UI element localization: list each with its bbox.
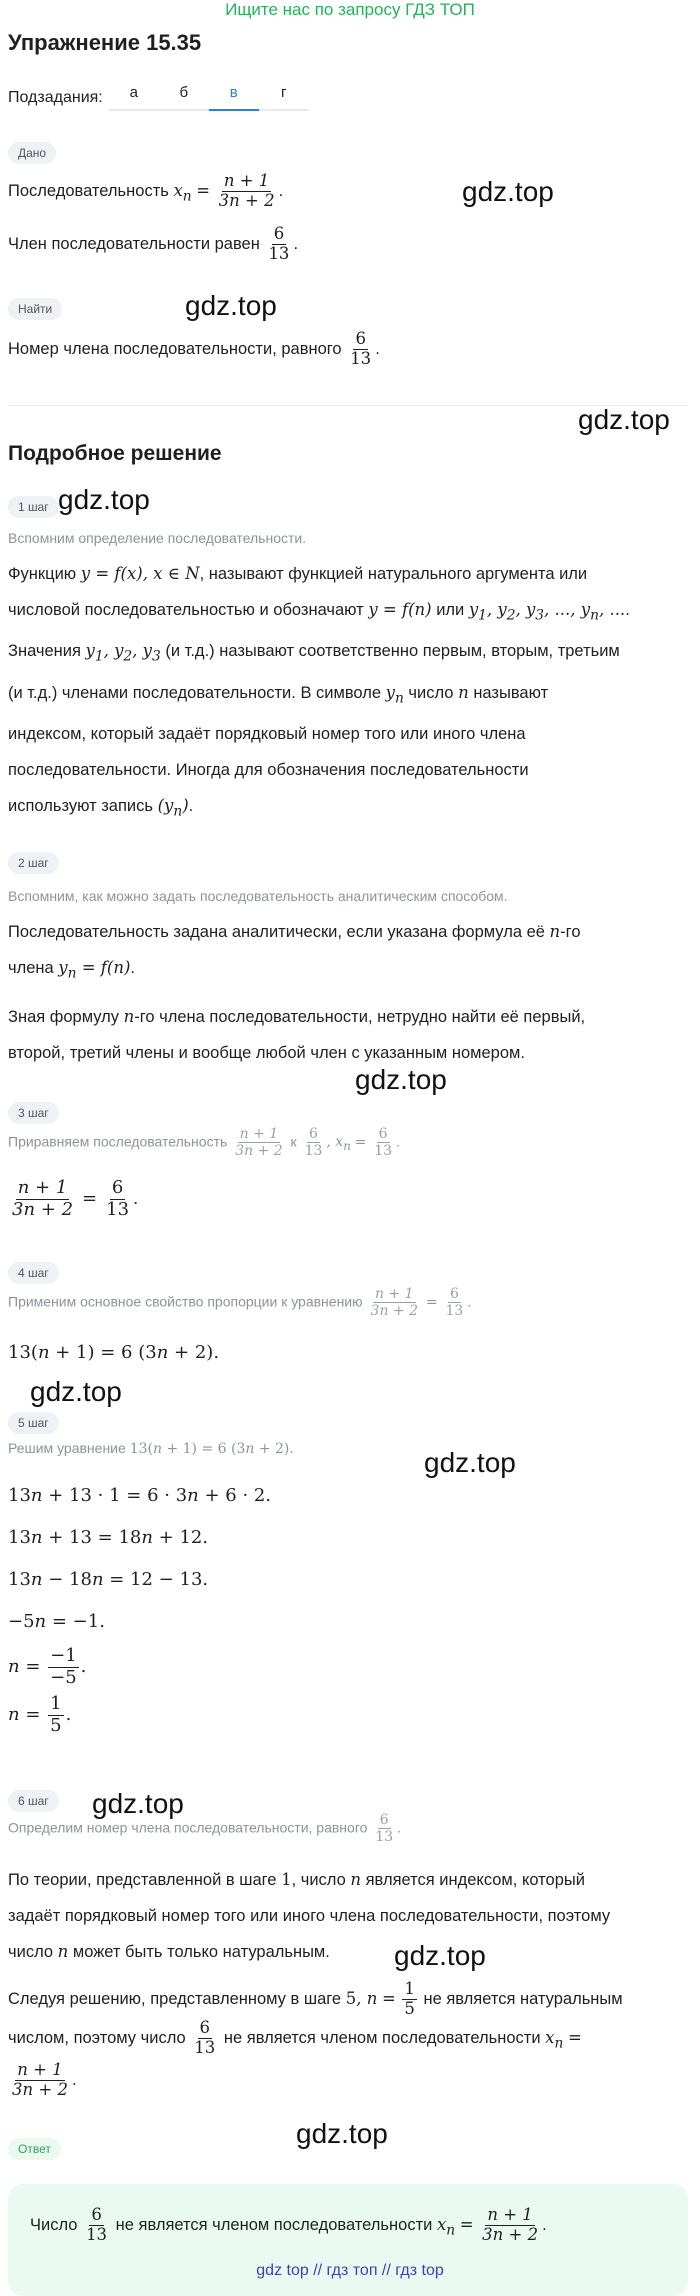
step-4-equation: 13(n + 1) = 6 (3n + 2).: [8, 1342, 220, 1363]
tab-b[interactable]: б: [159, 84, 209, 111]
watermark: gdz.top: [578, 404, 670, 435]
step-2-text: Последовательность задана аналитически, если указана формула её n-го члена $y_n = f(n)$. Зная формулу n-го члена последовательности, нетрудно найти её первый, второй, третий члены и вообще любой член с указанным номером.: [8, 922, 586, 1063]
watermark: gdz.top: [92, 1788, 184, 1819]
find-chip: Найти: [8, 298, 62, 320]
step-6-text: По теории, представленной в шаге 1, число n является индексом, который задаёт порядковый номер того или иного члена последовательности, поэтому число n может быть только натуральным. Следуя решению, представленному в шаге 5, n = $\frac{1}{5}$ не является натуральным числом, поэтому число $\frac{6}{13}$ не является членом последовательности $x_n$ = $\frac{n + 1}{3n + 2}$ .: [8, 1870, 623, 2100]
step-1-hint: Вспомним определение последовательности.: [8, 530, 307, 546]
step-2-hint: Вспомним, как можно задать последовательность аналитическим способом.: [8, 888, 508, 904]
step-5-solution: 13n + 13 · 1 = 6 · 3n + 6 · 2. 13n + 13 = 18n + 12. 13n − 18n = 12 − 13. −5n = −1. n = $\frac{-1}{-5}$ . n = $\frac{1}{5}$ .: [8, 1485, 272, 1737]
step-1-text: Функцию y = f(x), x ∈ N, называют функцией натурального аргумента или числовой последовательностью и обозначают y = f(n) или $y_1$, $y_2$, $y_3$, ..., $y_n$, .... Значения $y_1$, $y_2$, $y_3$ (и т.д.) называют соответственно первым, вторым, третьим (и т.д.) членами последовательности. В символе $y_n$ число n называют индексом, который задаёт порядковый номер того или иного члена последовательности. Иногда для обозначения последовательности используют запись $(y_n)$.: [8, 564, 630, 820]
tab-v[interactable]: в: [209, 84, 259, 111]
promo-banner[interactable]: Ищите нас по запросу ГДЗ ТОП: [225, 0, 475, 19]
answer-chip: Ответ: [8, 2138, 61, 2160]
step-6-hint: Определим номер члена последовательности, равного $\frac{6}{13}$ .: [8, 1812, 402, 1846]
answer-text: Число $\frac{6}{13}$ не является членом последовательности $x_n$ = $\frac{n + 1}{3n + 2}$ .: [30, 2205, 547, 2244]
step-1-chip: 1 шаг: [8, 496, 59, 518]
step-4-hint: Применим основное свойство пропорции к уравнению $\frac{n + 1}{3n + 2}$ = $\frac{6}{13}$ .: [8, 1286, 472, 1320]
step-6-chip: 6 шаг: [8, 1790, 59, 1812]
solution-title: Подробное решение: [8, 442, 222, 465]
watermark: gdz.top: [462, 176, 554, 207]
given-sequence: Последовательность $x_n$ = $\frac{n + 1}{3n + 2}$ .: [8, 171, 284, 210]
step-2-chip: 2 шаг: [8, 852, 59, 874]
watermark: gdz.top: [185, 290, 277, 321]
given-member: Член последовательности равен $\frac{6}{13}$ .: [8, 224, 299, 263]
step-4-chip: 4 шаг: [8, 1262, 59, 1284]
step-5-chip: 5 шаг: [8, 1412, 59, 1434]
watermark: gdz.top: [424, 1447, 516, 1478]
footer-links[interactable]: gdz top // гдз топ // гдз top: [256, 2262, 444, 2279]
watermark: gdz.top: [58, 484, 150, 515]
step-3-equation: $\frac{n + 1}{3n + 2}$ = $\frac{6}{13}$ .: [12, 1177, 139, 1220]
watermark: gdz.top: [296, 2118, 388, 2149]
page-title: Упражнение 15.35: [8, 30, 202, 55]
watermark: gdz.top: [394, 1940, 486, 1971]
subtasks-bar: [8, 84, 309, 111]
watermark: gdz.top: [30, 1376, 122, 1407]
given-chip: Дано: [8, 142, 56, 164]
find-text: Номер члена последовательности, равного $\frac{6}{13}$ .: [8, 329, 380, 368]
tab-a[interactable]: а: [109, 84, 159, 111]
step-3-hint: Приравняем последовательность $\frac{n + 1}{3n + 2}$ к $\frac{6}{13}$ , $x_n$ = $\frac{6}{13}$ .: [8, 1126, 400, 1160]
watermark: gdz.top: [355, 1064, 447, 1095]
tab-g[interactable]: г: [259, 84, 309, 111]
subtasks-label: Подзадания:: [8, 88, 103, 106]
step-5-hint: Решим уравнение 13(n + 1) = 6 (3n + 2).: [8, 1440, 294, 1457]
step-3-chip: 3 шаг: [8, 1102, 59, 1124]
